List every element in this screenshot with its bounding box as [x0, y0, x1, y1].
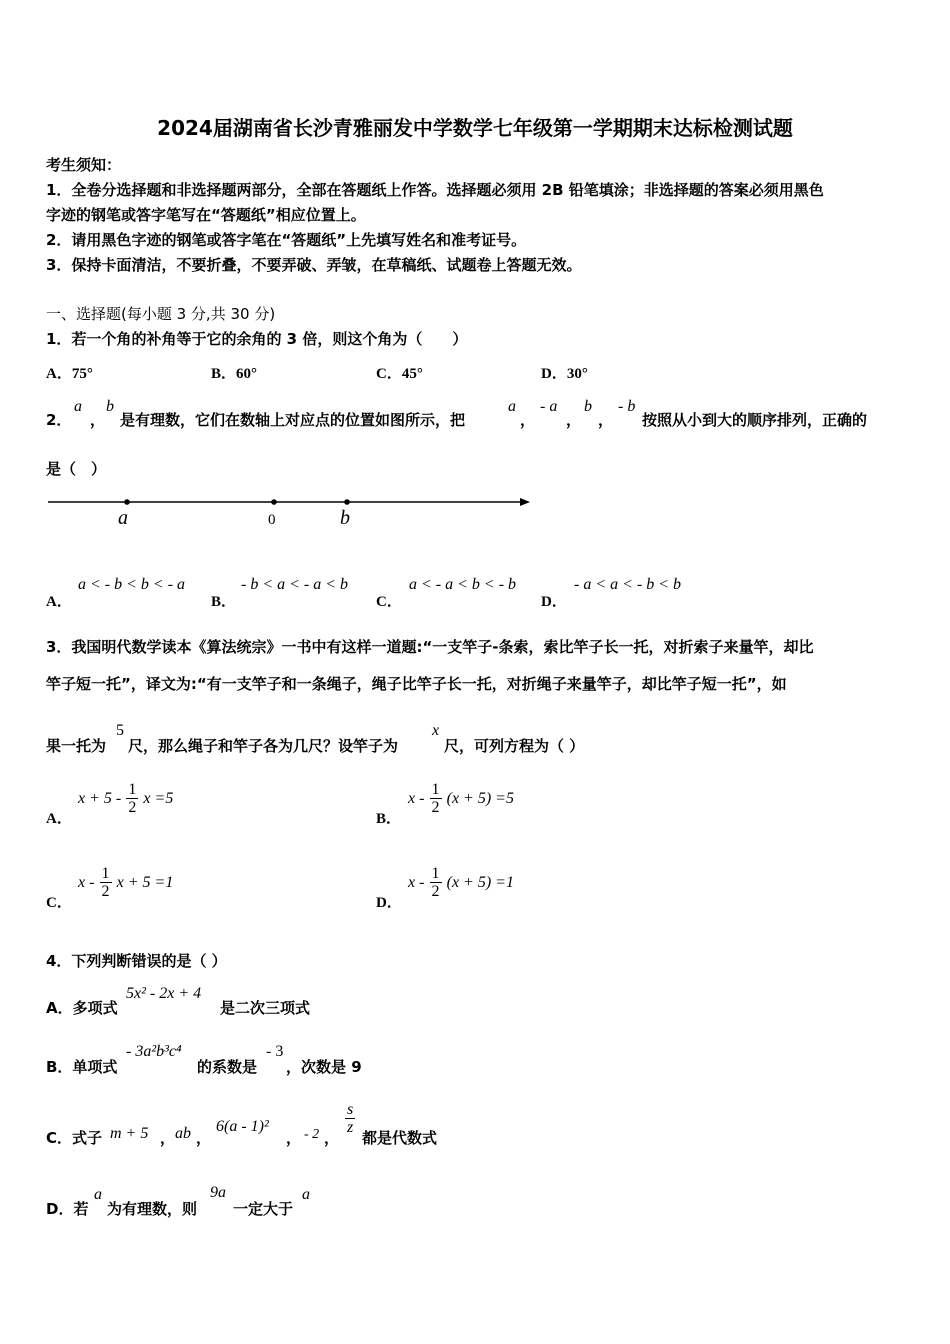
q1-option-a[interactable]: A．75° [46, 366, 93, 382]
q1-option-b[interactable]: B．60° [211, 366, 258, 382]
q2-option-a-expr[interactable]: a < - b < b < - a [78, 576, 186, 593]
q3-option-a-letter[interactable]: A． [46, 811, 72, 827]
q4-option-d-label[interactable]: D．若 [46, 1200, 89, 1218]
section-heading: 一、选择题(每小题 3 分,共 30 分) [46, 305, 276, 323]
q2-option-c-expr[interactable]: a < - a < b < - b [409, 576, 517, 593]
point-b-label: b [340, 507, 350, 529]
q3-line-3a: 果一托为 [46, 737, 107, 755]
q4-option-a-label[interactable]: A．多项式 [46, 999, 118, 1017]
q4-option-a-tail: 是二次三项式 [220, 999, 311, 1017]
q3-c-pre: x - [78, 874, 95, 891]
q3-option-d-letter[interactable]: D． [376, 895, 402, 911]
q3-d-post: (x + 5) =1 [446, 874, 514, 891]
notice-heading: 考生须知： [46, 156, 122, 174]
q4-option-d-mid: 为有理数，则 [107, 1200, 198, 1218]
q4-stem: 4．下列判断错误的是（ ） [46, 952, 227, 970]
q2-order-a: a [508, 398, 516, 415]
q3-var-x: x [432, 722, 440, 739]
q4-option-b-coef: - 3 [266, 1043, 284, 1060]
q4-option-c-comma-2: ， [196, 1129, 212, 1147]
q3-option-b-expr[interactable] [408, 781, 514, 816]
q2-order-neg-b: - b [618, 398, 636, 415]
notice-item-1-cont: 字迹的钢笔或答字笔写在“答题纸”相应位置上。 [46, 206, 366, 224]
q3-line-3b: 尺，那么绳子和竿子各为几尺？设竿子为 [128, 737, 399, 755]
q3-c-post: x + 5 =1 [116, 874, 174, 891]
q3-c-fraction: $\frac{1}{2}$ [101, 865, 110, 900]
q4-option-b-label[interactable]: B．单项式 [46, 1058, 118, 1076]
q4-option-a-expr: 5x² - 2x + 4 [126, 985, 202, 1002]
q4-option-c-e1: m + 5 [110, 1125, 149, 1142]
q2-number: 2． [46, 411, 72, 429]
q4-option-c-e3: 6(a - 1)² [216, 1118, 269, 1135]
q2-var-a: a [74, 398, 82, 415]
q3-d-pre: x - [408, 874, 425, 891]
q2-option-a-letter[interactable]: A． [46, 594, 72, 610]
q3-option-b-letter[interactable]: B． [376, 811, 402, 827]
number-line-arrow [520, 498, 530, 506]
q4-option-c-comma-1: ， [160, 1129, 176, 1147]
q2-sep-4: ， [598, 411, 614, 429]
q2-text-2: 按照从小到大的顺序排列，正确的 [642, 411, 868, 429]
q2-order-b: b [584, 398, 592, 415]
q3-option-c-expr[interactable] [78, 865, 173, 900]
q2-sep-3: ， [566, 411, 582, 429]
q1-option-d[interactable]: D．30° [541, 366, 588, 382]
point-a-dot [124, 499, 130, 505]
q3-a-fraction: $\frac{1}{2}$ [128, 781, 137, 816]
q4-option-c-comma-3: ， [286, 1129, 302, 1147]
notice-item-3: 3．保持卡面清洁，不要折叠，不要弄破、弄皱，在草稿纸、试题卷上答题无效。 [46, 256, 582, 274]
notice-item-1: 1．全卷分选择题和非选择题两部分，全部在答题纸上作答。选择题必须用 2B 铅笔填涂；非选择题的答案必须用黑色 [46, 181, 824, 199]
q3-b-fraction: $\frac{1}{2}$ [431, 781, 440, 816]
q3-line-1: 3．我国明代数学读本《算法统宗》一书中有这样一道题:“一支竿子-条索，索比竿子长一托，对折索子来量竿，却比 [46, 638, 814, 656]
q3-line-2: 竿子短一托”，译文为:“有一支竿子和一条绳子，绳子比竿子长一托，对折绳子来量竿子，却比竿子短一托”，如 [46, 675, 787, 693]
q3-option-d-expr[interactable] [408, 865, 514, 900]
q2-sep-2: ， [520, 411, 536, 429]
q2-option-b-letter[interactable]: B． [211, 594, 237, 610]
q2-option-d-letter[interactable]: D． [541, 594, 567, 610]
q3-d-fraction: $\frac{1}{2}$ [431, 865, 440, 900]
q4-option-d-v3: a [302, 1186, 310, 1203]
q4-option-c-label[interactable]: C．式子 [46, 1129, 103, 1147]
q2-order-neg-a: - a [540, 398, 558, 415]
q4-option-b-expr: - 3a²b³c⁴ [126, 1043, 182, 1060]
notice-item-2: 2．请用黑色字迹的钢笔或答字笔在“答题纸”上先填写姓名和准考证号。 [46, 231, 527, 249]
number-line-figure [46, 488, 538, 532]
q2-option-b-expr[interactable]: - b < a < - a < b [241, 576, 349, 593]
point-zero-label: 0 [268, 512, 276, 528]
q2-text-1: 是有理数，它们在数轴上对应点的位置如图所示，把 [120, 411, 466, 429]
q3-five: 5 [116, 722, 124, 739]
q4-option-b-tail: ，次数是 9 [286, 1058, 362, 1076]
q1-stem: 1．若一个角的补角等于它的余角的 3 倍，则这个角为（ ） [46, 330, 468, 348]
page-title: 2024届湖南省长沙青雅丽发中学数学七年级第一学期期末达标检测试题 [157, 116, 793, 140]
q3-a-post: x =5 [143, 790, 174, 807]
q4-option-d-mid2: 一定大于 [233, 1200, 294, 1218]
point-zero-dot [271, 499, 277, 505]
q4-option-c-e2: ab [175, 1125, 191, 1142]
q3-a-pre: x + 5 - [78, 790, 122, 807]
q3-line-3c: 尺，可列方程为（ ） [444, 737, 585, 755]
point-a-label: a [118, 507, 128, 529]
point-b-dot [344, 499, 350, 505]
q3-b-post: (x + 5) =5 [446, 790, 514, 807]
q2-sep-1: ， [90, 411, 106, 429]
q2-var-b: b [106, 398, 114, 415]
q2-option-c-letter[interactable]: C． [376, 594, 402, 610]
q1-option-c[interactable]: C．45° [376, 366, 423, 382]
q2-text-3: 是（ ） [46, 460, 107, 478]
q4-option-d-v1: a [94, 1186, 102, 1203]
q3-b-pre: x - [408, 790, 425, 807]
q3-option-c-letter[interactable]: C． [46, 895, 72, 911]
q4-option-b-mid: 的系数是 [197, 1058, 258, 1076]
q2-option-d-expr[interactable]: - a < a < - b < b [574, 576, 682, 593]
q4-option-c-fraction: $\frac{s}{z}$ [347, 1101, 354, 1136]
q4-option-c-comma-4: ， [324, 1129, 340, 1147]
q4-option-d-v2: 9a [210, 1184, 226, 1201]
q4-option-c-e4: - 2 [304, 1127, 320, 1142]
q4-option-c-tail: 都是代数式 [362, 1129, 438, 1147]
q3-option-a-expr[interactable] [78, 781, 173, 816]
